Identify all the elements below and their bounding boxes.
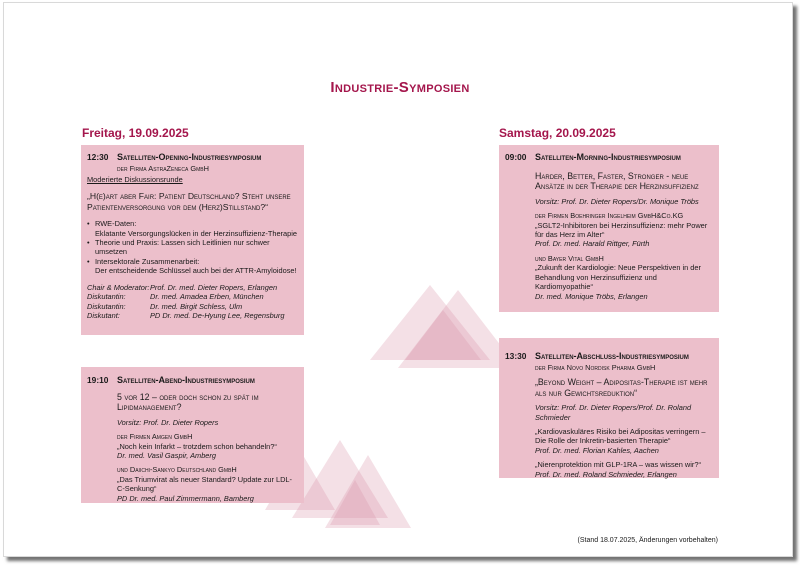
session-name: Satelliten-Abend-Industriesymposium: [117, 375, 255, 385]
firm-line: und Daiichi-Sankyo Deutschland GmbH: [117, 465, 237, 475]
talk-line: „Zukunft der Kardiologie: Neue Perspektiven in der Behandlung von Herzinsuffizienz und Kardiomyopathie“: [535, 263, 701, 292]
firm-line: der Firmen Boehringer Ingelheim GmbH&Co.KG: [535, 211, 684, 221]
session-header: [87, 152, 298, 164]
list-item: • Theorie und Praxis: Lassen sich Leitlinien nur schwer umsetzen: [87, 238, 298, 257]
talk-title: 5 vor 12 – oder doch schon zu spät im Lipidmanagement?: [117, 391, 259, 413]
format-label: Moderierte Diskussionsrunde: [87, 174, 183, 184]
bullet-list: [87, 219, 298, 276]
list-item: • Intersektorale Zusammenarbeit: Der entscheidende Schlüssel auch bei der ATTR-Amyloidose!: [87, 257, 298, 276]
firm-line: der Firmen Amgen GmbH: [117, 432, 193, 442]
firm-line: der Firma AstraZeneca GmbH: [117, 163, 209, 173]
speaker-line: Prof. Dr. med. Florian Kahles, Aachen: [535, 445, 659, 455]
talk-line: „SGLT2-Inhibitoren bei Herzinsuffizienz: mehr Power für das Herz im Alter“: [535, 220, 708, 240]
talk-title: Harder, Better, Faster, Stronger - neue Ansätze in der Therapie der Herzinsuffizienz: [535, 170, 699, 192]
session-header: [87, 375, 298, 387]
symposium-box-saturday-closing: [499, 338, 719, 478]
talk-line: „Kardiovaskuläres Risiko bei Adipositas verringern – Die Rolle der Inkretin-basierten Therapie“: [535, 427, 706, 446]
symposium-box-friday-opening: [81, 145, 304, 335]
talk-title: „Beyond Weight – Adipositas-Therapie ist mehr als nur Gewichtsreduktion“: [535, 376, 708, 398]
role-row: Chair & Moderator: Prof. Dr. med. Dieter Ropers, Erlangen: [87, 282, 278, 292]
firm-line: der Firma Novo Nordisk Pharma GmbH: [535, 362, 656, 372]
day-heading-saturday: Samstag, 20.09.2025: [499, 126, 616, 140]
talk-title: „H(e)art aber Fair: Patient Deutschland? Steht unsere Patientenversorgung vor dem (Herz)Stillstand?“: [87, 191, 291, 212]
talk-line: „Nierenprotektion mit GLP-1RA – was wissen wir?“: [535, 460, 701, 470]
session-name: Satelliten-Morning-Industriesymposium: [535, 152, 681, 162]
list-item: • RWE-Daten: Eklatante Versorgungslücken in der Herzinsuffizienz-Therapie: [87, 219, 298, 238]
session-header: [505, 152, 713, 164]
session-name: Satelliten-Opening-Industriesymposium: [117, 152, 262, 162]
role-row: Diskutantin: Dr. med. Birgit Schless, Ulm: [87, 301, 243, 311]
speaker-line: PD Dr. med. Paul Zimmermann, Bamberg: [117, 493, 254, 503]
firm-line: und Bayer Vital GmbH: [535, 253, 604, 263]
footer-note: (Stand 18.07.2025, Änderungen vorbehalten): [577, 537, 718, 544]
talk-line: „Das Triumvirat als neuer Standard? Update zur LDL-C-Senkung“: [117, 474, 292, 494]
symposium-box-saturday-morning: [499, 145, 719, 312]
session-name: Satelliten-Abschluss-Industriesymposium: [535, 351, 689, 361]
session-time: 13:30: [505, 351, 527, 361]
session-time: 12:30: [87, 152, 109, 162]
speaker-line: Prof. Dr. med. Roland Schmieder, Erlangen: [535, 469, 677, 479]
symposium-box-friday-evening: [81, 367, 304, 503]
chair-line: Vorsitz: Prof. Dr. Dieter Ropers: [117, 417, 219, 427]
role-row: Diskutant: PD Dr. med. De-Hyung Lee, Regensburg: [87, 311, 285, 321]
page-title: Industrie-Symposien: [330, 79, 470, 96]
speaker-line: Dr. med. Vasil Gaspir, Amberg: [117, 451, 216, 461]
chair-line: Vorsitz: Prof. Dr. Dieter Ropers/Prof. Dr. Roland Schmieder: [535, 403, 692, 422]
session-time: 19:10: [87, 375, 109, 385]
speaker-line: Prof. Dr. med. Harald Rittger, Fürth: [535, 239, 650, 249]
talk-line: „Noch kein Infarkt – trotzdem schon behandeln?“: [117, 441, 277, 451]
role-row: Diskutantin: Dr. med. Amadea Erben, München: [87, 292, 264, 302]
chair-line: Vorsitz: Prof. Dr. Dieter Ropers/Dr. Monique Tröbs: [535, 196, 699, 206]
speaker-line: Dr. med. Monique Tröbs, Erlangen: [535, 291, 648, 301]
day-heading-friday: Freitag, 19.09.2025: [82, 126, 189, 140]
session-header: [505, 351, 713, 363]
session-time: 09:00: [505, 152, 527, 162]
